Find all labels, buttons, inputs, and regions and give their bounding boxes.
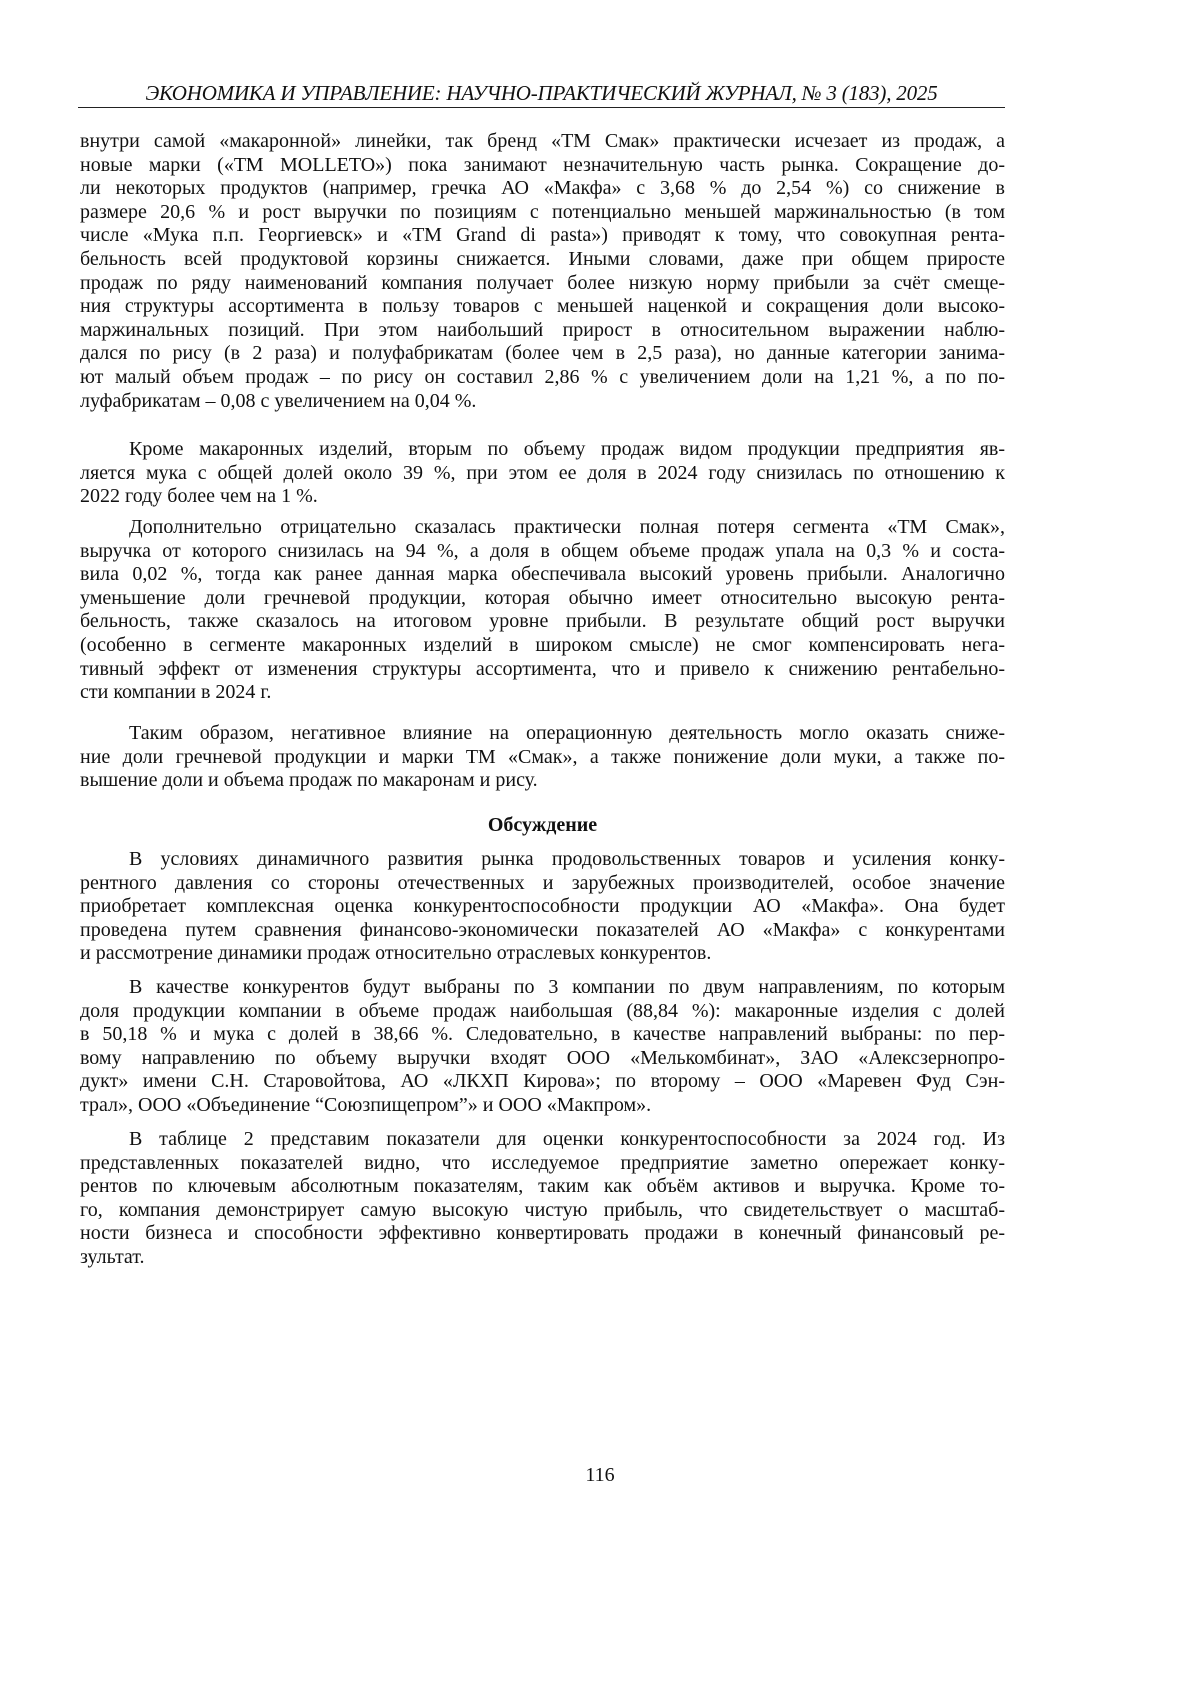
text-line: выручка от которого снизилась на 94 %, а доля в общем объеме продаж упала на 0,3 % и соста-	[80, 539, 1005, 562]
text-line: представленных показателей видно, что исследуемое предприятие заметно опережает конку-	[80, 1151, 1005, 1174]
paragraph	[80, 516, 1005, 705]
paragraph	[80, 130, 1005, 413]
text-line: вила 0,02 %, тогда как ранее данная марка обеспечивала высокий уровень прибыли. Аналогично	[80, 563, 1005, 586]
text-line: Дополнительно отрицательно сказалась практически полная потеря сегмента «ТМ Смак»,	[129, 516, 1005, 538]
text-line: В таблице 2 представим показатели для оценки конкурентоспособности за 2024 год. Из	[129, 1128, 1005, 1150]
text-line: рентов по ключевым абсолютным показателям, таким как объём активов и выручка. Кроме то-	[80, 1175, 1005, 1198]
paragraph	[80, 722, 1005, 793]
text-line: (особенно в сегменте макаронных изделий в широком смысле) не смог компенсировать нега-	[80, 633, 1005, 656]
text-line: продаж по ряду наименований компания получает более низкую норму прибыли за счёт смеще-	[80, 271, 1005, 294]
text-line: ют малый объем продаж – по рису он составил 2,86 % с увеличением доли на 1,21 %, а по по-	[80, 365, 1005, 388]
text-line: внутри самой «макаронной» линейки, так бренд «ТМ Смак» практически исчезает из продаж, а	[80, 130, 1005, 152]
text-line: Таким образом, негативное влияние на операционную деятельность могло оказать сниже-	[129, 722, 1005, 744]
page-number: 116	[585, 1464, 615, 1486]
text-line: го, компания демонстрирует самую высокую чистую прибыль, что свидетельствует о масштаб-	[80, 1198, 1005, 1221]
text-line: ние доли гречневой продукции и марки ТМ «Смак», а также понижение доли муки, а также по-	[80, 745, 1005, 768]
text-line: Кроме макаронных изделий, вторым по объему продаж видом продукции предприятия яв-	[129, 438, 1005, 460]
text-line: вышение доли и объема продаж по макаронам и рису.	[80, 769, 538, 792]
paragraph	[80, 438, 1005, 509]
text-line: маржинальных позиций. При этом наибольший прирост в относительном выражении наблю-	[80, 318, 1005, 341]
text-line: в 50,18 % и мука с долей в 38,66 %. Следовательно, в качестве направлений выбраны: по пер-	[80, 1023, 1005, 1046]
text-line: рентного давления со стороны отечественных и зарубежных производителей, особое значение	[80, 871, 1005, 894]
header-divider	[78, 107, 1005, 108]
paragraph	[80, 976, 1005, 1118]
text-line: луфабрикатам – 0,08 с увеличением на 0,04 %.	[80, 389, 477, 412]
text-line: числе «Мука п.п. Георгиевск» и «ТМ Grand di pasta») приводят к тому, что совокупная рента-	[80, 224, 1005, 247]
section-heading: Обсуждение	[487, 814, 598, 836]
text-line: ния структуры ассортимента в пользу товаров с меньшей наценкой и сокращения доли высоко-	[80, 295, 1005, 318]
text-line: размере 20,6 % и рост выручки по позициям с потенциально меньшей маржинальностью (в том	[80, 200, 1005, 223]
text-line: 2022 году более чем на 1 %.	[80, 485, 318, 508]
paragraph	[80, 1128, 1005, 1270]
text-line: сти компании в 2024 г.	[80, 681, 272, 704]
text-line: приобретает комплексная оценка конкурентоспособности продукции АО «Макфа». Она будет	[80, 895, 1005, 918]
text-line: трал», ООО «Объединение “Союзпищепром”» и ООО «Макпром».	[80, 1093, 652, 1116]
text-line: ности бизнеса и способности эффективно конвертировать продажи в конечный финансовый ре-	[80, 1222, 1005, 1245]
text-line: доля продукции компании в объеме продаж наибольшая (88,84 %): макаронные изделия с долей	[80, 999, 1005, 1022]
text-line: дукт» имени С.Н. Старовойтова, АО «ЛКХП Кирова»; по второму – ООО «Маревен Фуд Сэн-	[80, 1070, 1005, 1093]
text-line: вому направлению по объему выручки входят ООО «Мелькомбинат», ЗАО «Алексзернопро-	[80, 1046, 1005, 1069]
text-line: проведена путем сравнения финансово-экономически показателей АО «Макфа» с конкурентами	[80, 918, 1005, 941]
text-line: бельность, также сказалось на итоговом уровне прибыли. В результате общий рост выручки	[80, 610, 1005, 633]
text-line: В качестве конкурентов будут выбраны по 3 компании по двум направлениям, по которым	[129, 976, 1005, 998]
text-line: ляется мука с общей долей около 39 %, при этом ее доля в 2024 году снизилась по отношению к	[80, 461, 1005, 484]
text-line: дался по рису (в 2 раза) и полуфабрикатам (более чем в 2,5 раза), но данные категории занима-	[80, 342, 1005, 365]
text-line: и рассмотрение динамики продаж относительно отраслевых конкурентов.	[80, 942, 712, 965]
text-line: тивный эффект от изменения структуры ассортимента, что и привело к снижению рентабельно-	[80, 657, 1005, 680]
journal-running-header: ЭКОНОМИКА И УПРАВЛЕНИЕ: НАУЧНО-ПРАКТИЧЕСКИЙ ЖУРНАЛ, № 3 (183), 2025	[145, 81, 938, 105]
text-line: зультат.	[80, 1245, 145, 1268]
text-line: В условиях динамичного развития рынка продовольственных товаров и усиления конку-	[129, 848, 1005, 870]
text-line: ли некоторых продуктов (например, гречка АО «Макфа» с 3,68 % до 2,54 %) со снижение в	[80, 177, 1005, 200]
paragraph	[80, 848, 1005, 966]
text-line: бельность всей продуктовой корзины снижается. Иными словами, даже при общем приросте	[80, 247, 1005, 270]
text-line: новые марки («ТМ MOLLETO») пока занимают незначительную часть рынка. Сокращение до-	[80, 153, 1005, 176]
text-line: уменьшение доли гречневой продукции, которая обычно имеет относительно высокую рента-	[80, 586, 1005, 609]
